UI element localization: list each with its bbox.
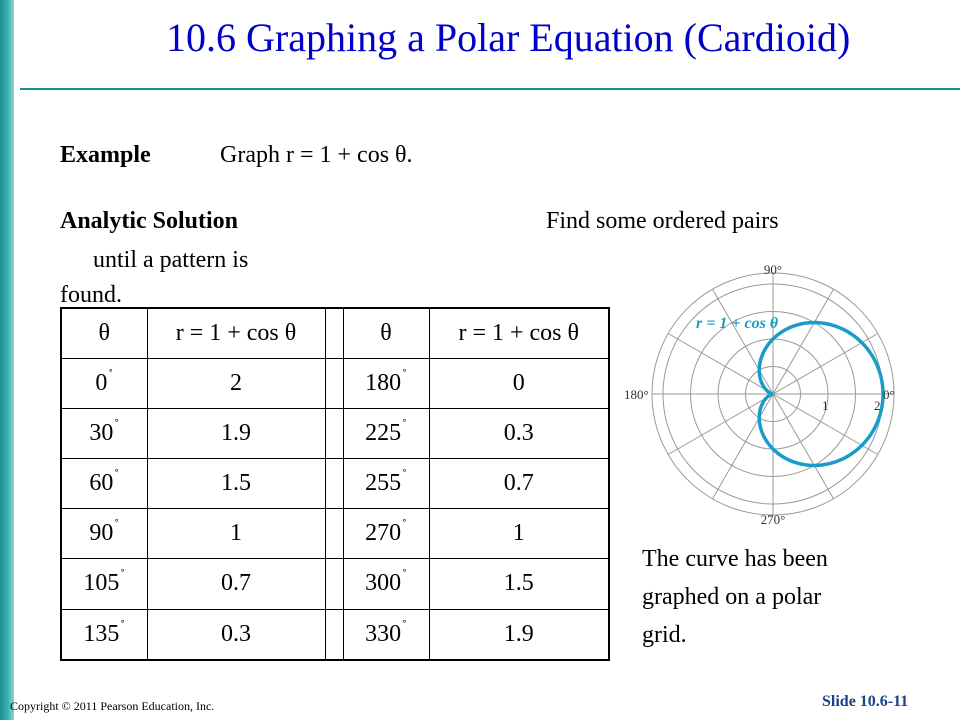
theta-cell: 225˚ [343, 409, 429, 459]
theta-cell: 105˚ [61, 559, 147, 609]
table-row [61, 509, 609, 559]
theta-cell: 90˚ [61, 509, 147, 559]
label-radius-2: 2 [874, 398, 881, 413]
caption-line3: grid. [642, 622, 687, 648]
r-cell: 0.3 [147, 609, 325, 660]
analytic-label: Analytic Solution [60, 208, 239, 234]
table-spacer [325, 509, 343, 559]
table-spacer [325, 409, 343, 459]
copyright-text: Copyright © 2011 Pearson Education, Inc. [10, 699, 215, 713]
header-theta-2: θ [343, 308, 429, 359]
r-cell: 1.9 [147, 409, 325, 459]
r-cell: 1.5 [429, 559, 609, 609]
label-radius-1: 1 [822, 398, 829, 413]
table-spacer [325, 359, 343, 409]
theta-cell: 255˚ [343, 459, 429, 509]
table-spacer [325, 609, 343, 660]
theta-cell: 300˚ [343, 559, 429, 609]
table-row [61, 609, 609, 660]
r-cell: 0.3 [429, 409, 609, 459]
label-0: 0° [883, 387, 895, 402]
label-90: 90° [763, 262, 783, 277]
table-spacer [325, 308, 343, 359]
theta-cell: 270˚ [343, 509, 429, 559]
table-row [61, 559, 609, 609]
ordered-pairs-table [60, 307, 610, 661]
caption-line2: graphed on a polar [642, 584, 822, 610]
table-spacer [325, 459, 343, 509]
example-text: Graph r = 1 + cos θ. [220, 142, 413, 168]
table-spacer [325, 559, 343, 609]
theta-cell: 135˚ [61, 609, 147, 660]
r-cell: 1 [147, 509, 325, 559]
table-row [61, 409, 609, 459]
r-cell: 2 [147, 359, 325, 409]
table-row [61, 459, 609, 509]
example-label: Example [60, 142, 151, 168]
analytic-line3: found. [60, 282, 122, 304]
theta-cell: 180˚ [343, 359, 429, 409]
slide-title: 10.6 Graphing a Polar Equation (Cardioid) [166, 15, 851, 60]
slide-number: Slide 10.6-11 [822, 693, 909, 710]
curve-label: r = 1 + cos θ [696, 315, 779, 332]
r-cell: 0 [429, 359, 609, 409]
header-r-1: r = 1 + cos θ [147, 308, 325, 359]
header-r-2: r = 1 + cos θ [429, 308, 609, 359]
left-accent-bar [0, 0, 14, 720]
theta-cell: 60˚ [61, 459, 147, 509]
caption-line1: The curve has been [642, 546, 828, 572]
analytic-line2: until a pattern is [93, 247, 249, 273]
table-header-row [61, 308, 609, 359]
polar-graph [620, 258, 920, 530]
r-cell: 0.7 [429, 459, 609, 509]
r-cell: 1.9 [429, 609, 609, 660]
header-theta-1: θ [61, 308, 147, 359]
theta-cell: 330˚ [343, 609, 429, 660]
r-cell: 0.7 [147, 559, 325, 609]
theta-cell: 0˚ [61, 359, 147, 409]
table-row [61, 359, 609, 409]
label-180: 180° [624, 387, 649, 402]
title-divider [20, 88, 960, 90]
r-cell: 1.5 [147, 459, 325, 509]
theta-cell: 30˚ [61, 409, 147, 459]
r-cell: 1 [429, 509, 609, 559]
label-270: 270° [760, 512, 786, 527]
analytic-text-right: Find some ordered pairs [546, 208, 779, 234]
